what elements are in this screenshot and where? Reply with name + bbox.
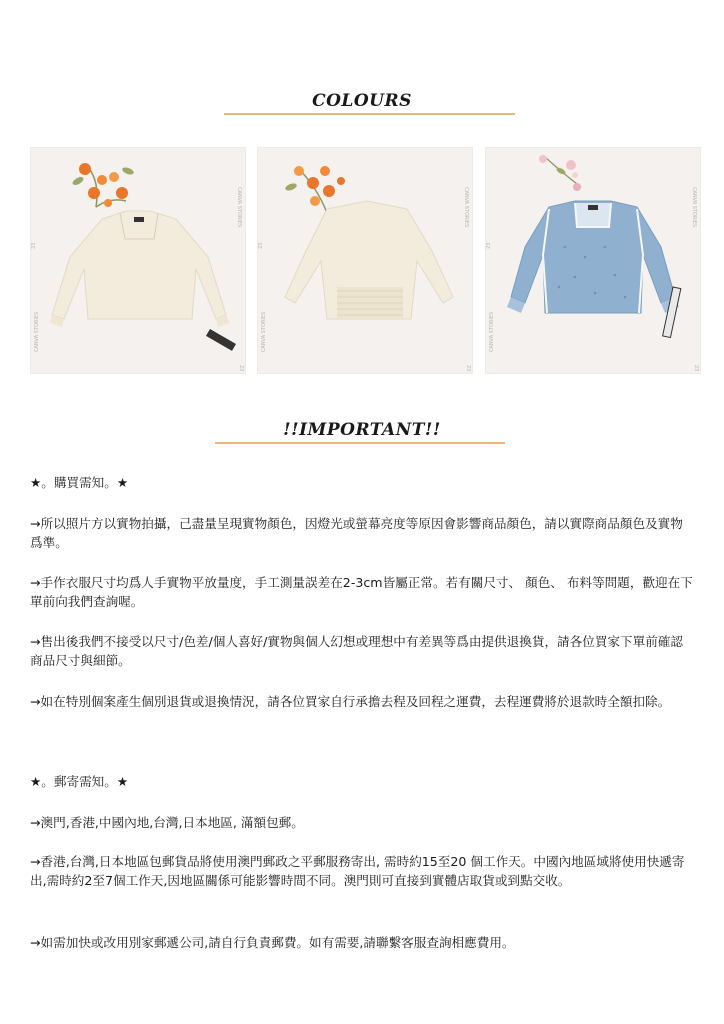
cream-blouse-icon <box>50 211 230 327</box>
purchase-note-4: →如在特別個案產生個別退貨或退換情況，請各位買家自行承擔去程及回程之運費，去程運費將於退款時全額扣除。 <box>30 694 671 709</box>
shipping-note-1: →澳門,香港,中國內地,台灣,日本地區, 滿額包郵。 <box>30 815 304 830</box>
watermark-corner: 23 <box>486 242 492 249</box>
watermark-top: CANVA STORIES <box>236 187 242 228</box>
watermark-side: CANVA STORIES <box>34 311 40 352</box>
blue-blouse-icon <box>507 201 679 313</box>
watermark-corner-2: 23 <box>238 365 244 372</box>
watermark-corner-2: 23 <box>465 365 471 372</box>
product-photo-cream-back <box>257 147 473 374</box>
product-photo-blue-front <box>485 147 701 374</box>
purchase-heading: ★。購買需知。★ <box>30 475 129 490</box>
colours-title: COLOURS <box>312 91 412 111</box>
important-divider <box>215 442 505 444</box>
important-title: !!IMPORTANT!! <box>283 420 441 440</box>
watermark-side: CANVA STORIES <box>489 311 495 352</box>
watermark-top: CANVA STORIES <box>691 187 697 228</box>
shipping-note-3: →如需加快或改用別家郵遞公司,請自行負責郵費。如有需要,請聯繫客服查詢相應費用。 <box>30 935 515 950</box>
pink-flowers-icon <box>539 155 581 191</box>
watermark-top: CANVA STORIES <box>463 187 469 228</box>
colours-divider <box>224 113 515 115</box>
purchase-note-2: →手作衣服尺寸均爲人手實物平放量度，手工測量誤差在2-3cm皆屬正常。若有關尺寸、 顏色、 布料等問題，歡迎在下單前向我們查詢喔。 <box>30 575 693 609</box>
shipping-note-2: →香港,台灣,日本地區包郵貨品將使用澳門郵政之平郵服務寄出, 需時約15至20 個工作天。中國內地區域將使用快遞寄出,需時約2至7個工作天,因地區關係可能影響時間不同。澳門則可直接到實體店取貨或到點交收。 <box>30 854 685 888</box>
cream-blouse-back-icon <box>285 201 453 319</box>
purchase-note-3: →售出後我們不接受以尺寸/色差/個人喜好/實物與個人幻想或理想中有差異等爲由提供退換貨，請各位買家下單前確認商品尺寸與細節。 <box>30 634 683 668</box>
product-photo-cream-front <box>30 147 246 374</box>
watermark-side: CANVA STORIES <box>261 311 267 352</box>
watermark-corner: 23 <box>31 242 37 249</box>
orange-flowers-icon <box>284 166 345 213</box>
watermark-corner: 23 <box>258 242 264 249</box>
purchase-note-1: →所以照片方以實物拍攝，己盡量呈現實物顏色，因燈光或螢幕亮度等原因會影響商品顏色，請以實際商品顏色及實物爲準。 <box>30 516 683 550</box>
orange-flowers-icon <box>71 163 134 207</box>
watermark-corner-2: 23 <box>693 365 699 372</box>
shipping-heading: ★。郵寄需知。★ <box>30 774 129 789</box>
